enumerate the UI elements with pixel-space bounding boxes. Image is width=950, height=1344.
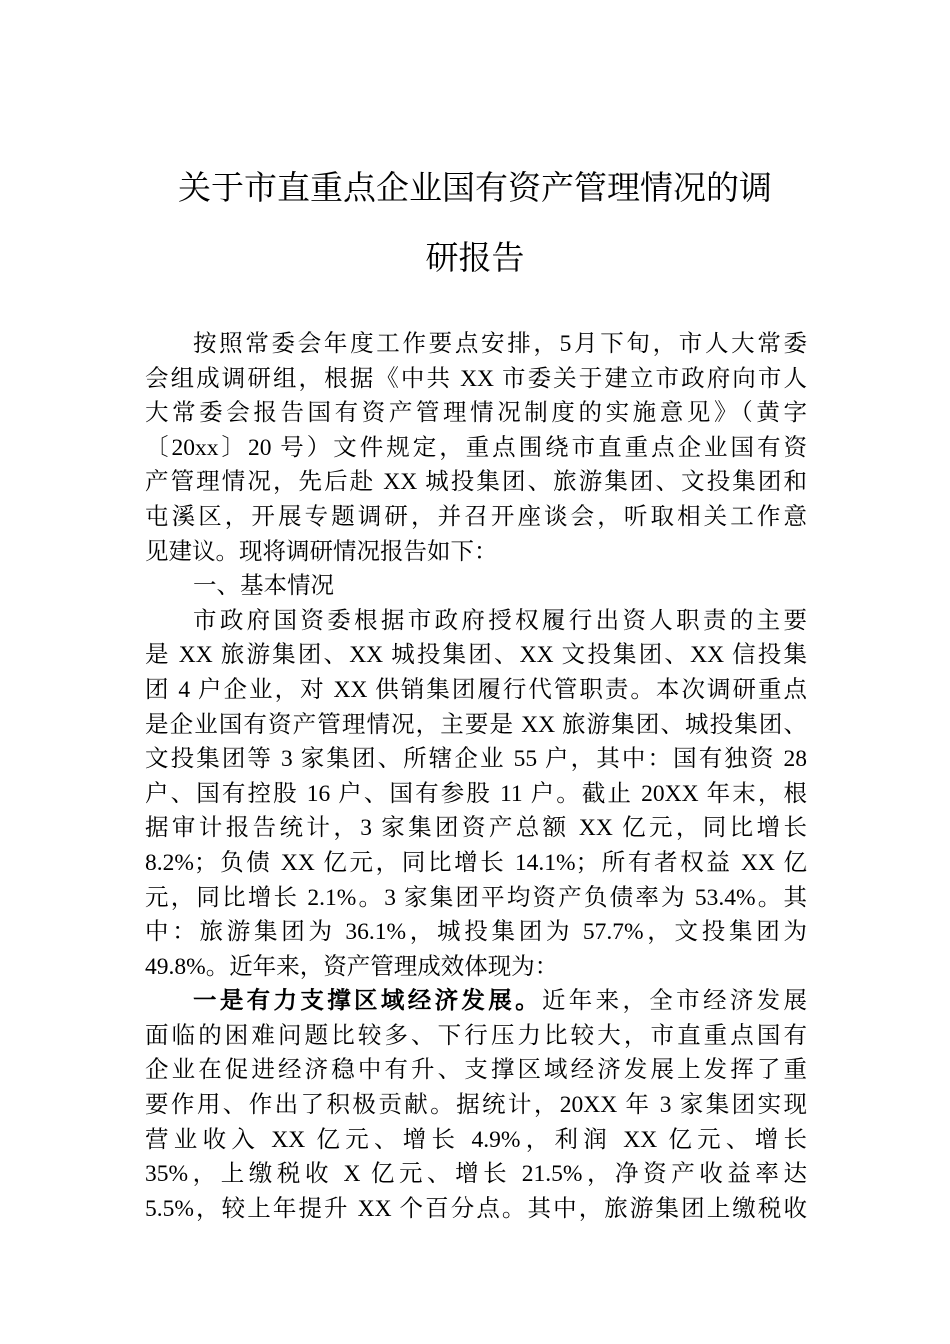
para1-line: 产管理情况，先后赴 XX 城投集团、旅游集团、文投集团和 xyxy=(145,469,807,496)
document-title-line-1: 关于市直重点企业国有资产管理情况的调 xyxy=(178,168,772,207)
para1-line: 会组成调研组，根据《中共 XX 市委关于建立市政府向市人 xyxy=(145,365,807,392)
bold-lead: 一是有力支撑区域经济发展。 xyxy=(193,988,542,1015)
para1-line: 按照常委会年度工作要点安排，5月下旬，市人大常委 xyxy=(193,331,807,357)
para2-line: 是 XX 旅游集团、XX 城投集团、XX 文投集团、XX 信投集 xyxy=(145,642,807,669)
para2-line: 49.8%。近年来，资产管理成效体现为： xyxy=(145,953,559,980)
para2-line: 文投集团等 3 家集团、所辖企业 55 户，其中：国有独资 28 xyxy=(145,746,807,773)
para3-first-line xyxy=(145,984,807,1019)
para3-line: 要作用、作出了积极贡献。据统计，20XX 年 3 家集团实现 xyxy=(145,1092,807,1119)
document-title-line-2: 研报告 xyxy=(425,238,525,277)
para2-line: 8.2%；负债 XX 亿元，同比增长 14.1%；所有者权益 XX 亿 xyxy=(145,849,807,876)
para3-line: 面临的困难问题比较多、下行压力比较大，市直重点国有 xyxy=(145,1022,807,1049)
para2-line: 团 4 户企业，对 XX 供销集团履行代管职责。本次调研重点 xyxy=(145,676,807,703)
para1-line: 大常委会报告国有资产管理情况制度的实施意见》（黄字 xyxy=(145,400,807,427)
para2-line: 是企业国有资产管理情况，主要是 XX 旅游集团、城投集团、 xyxy=(145,711,807,738)
para3-line: 营业收入 XX 亿元、增长 4.9%，利润 XX 亿元、增长 xyxy=(145,1126,807,1153)
para2-line: 元，同比增长 2.1%。3 家集团平均资产负债率为 53.4%。其 xyxy=(145,884,807,911)
para2-line: 中：旅游集团为 36.1%，城投集团为 57.7%，文投集团为 xyxy=(145,919,807,946)
para3-first-rest: 近年来，全市经济发展 xyxy=(541,988,808,1015)
para1-line: 〔20xx〕20 号）文件规定，重点围绕市直重点企业国有资 xyxy=(145,434,807,461)
para2-line: 户、国有控股 16 户、国有参股 11 户。截止 20XX 年末，根 xyxy=(145,780,807,807)
para1-line: 屯溪区，开展专题调研，并召开座谈会，听取相关工作意 xyxy=(145,503,807,530)
para1-line: 见建议。现将调研情况报告如下： xyxy=(145,538,498,565)
para2-line: 市政府国资委根据市政府授权履行出资人职责的主要 xyxy=(193,607,807,634)
section-heading: 一、基本情况 xyxy=(193,573,334,600)
para3-line: 企业在促进经济稳中有升、支撑区域经济发展上发挥了重 xyxy=(145,1057,807,1084)
document-body xyxy=(145,327,807,1226)
para3-line: 35%，上缴税收 X 亿元、增长 21.5%，净资产收益率达 xyxy=(145,1161,807,1188)
para3-line: 5.5%，较上年提升 XX 个百分点。其中，旅游集团上缴税收 xyxy=(145,1195,807,1222)
para2-line: 据审计报告统计，3 家集团资产总额 XX 亿元，同比增长 xyxy=(145,815,807,842)
